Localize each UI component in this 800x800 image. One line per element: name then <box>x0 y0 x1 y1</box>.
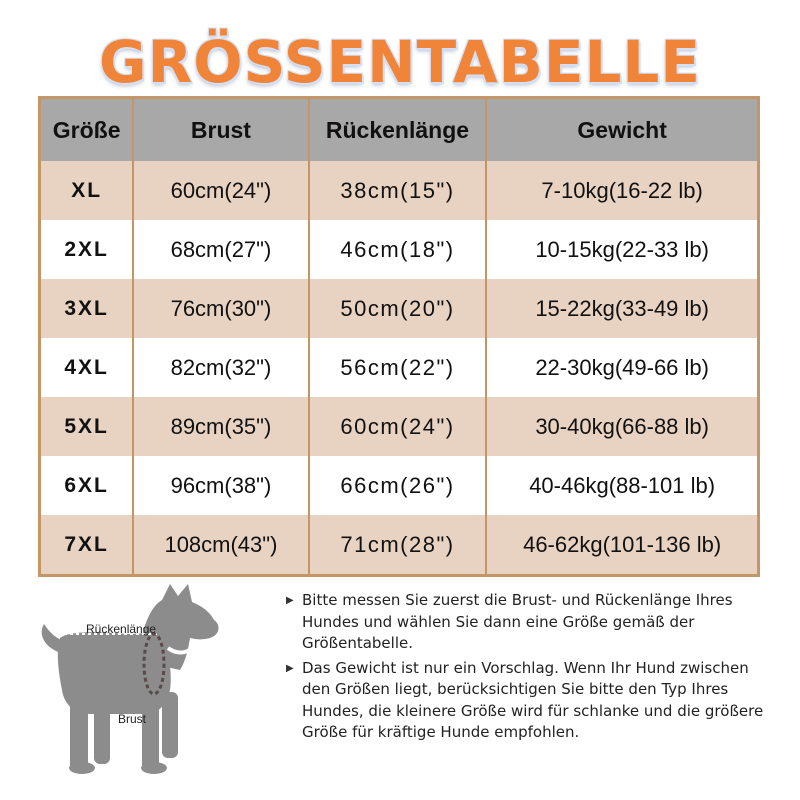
cell-chest: 82cm(32") <box>133 338 308 397</box>
cell-weight: 40-46kg(88-101 lb) <box>486 456 758 515</box>
triangle-bullet-icon: ▶ <box>286 595 294 606</box>
table-row <box>40 279 759 338</box>
cell-chest: 68cm(27") <box>133 220 308 279</box>
cell-back-length: 71cm(28") <box>309 515 487 576</box>
cell-weight: 30-40kg(66-88 lb) <box>486 397 758 456</box>
chest-label: Brust <box>118 712 147 726</box>
cell-chest: 108cm(43") <box>133 515 308 576</box>
table-row <box>40 220 759 279</box>
cell-weight: 22-30kg(49-66 lb) <box>486 338 758 397</box>
header-weight: Gewicht <box>486 98 758 162</box>
instruction-text: Bitte messen Sie zuerst die Brust- und Rückenlänge Ihres Hundes und wählen Sie dann eine Größe gemäß der Größentabelle. <box>302 591 733 652</box>
table-header-row <box>40 98 759 162</box>
page-title: GRÖSSENTABELLE <box>99 28 701 96</box>
cell-chest: 60cm(24") <box>133 161 308 220</box>
cell-back-length: 56cm(22") <box>309 338 487 397</box>
cell-back-length: 46cm(18") <box>309 220 487 279</box>
instruction-item <box>286 590 766 655</box>
cell-size: 6XL <box>40 456 134 515</box>
back-length-label: Rückenlänge <box>86 622 157 636</box>
header-chest: Brust <box>133 98 308 162</box>
cell-weight: 7-10kg(16-22 lb) <box>486 161 758 220</box>
cell-chest: 76cm(30") <box>133 279 308 338</box>
cell-weight: 15-22kg(33-49 lb) <box>486 279 758 338</box>
cell-size: 2XL <box>40 220 134 279</box>
dog-silhouette-icon <box>30 580 270 790</box>
size-table <box>38 96 760 577</box>
instruction-item <box>286 658 766 744</box>
cell-chest: 96cm(38") <box>133 456 308 515</box>
cell-size: 5XL <box>40 397 134 456</box>
cell-weight: 46-62kg(101-136 lb) <box>486 515 758 576</box>
cell-size: 7XL <box>40 515 134 576</box>
instruction-text: Das Gewicht ist nur ein Vorschlag. Wenn Ihr Hund zwischen den Größen liegt, berücksichtigen Sie bitte den Typ Ihres Hundes, die kleinere Größe wird für schlanke und die größere Größe für kräftige Hunde empfohlen. <box>302 658 764 741</box>
cell-weight: 10-15kg(22-33 lb) <box>486 220 758 279</box>
cell-size: 4XL <box>40 338 134 397</box>
header-size: Größe <box>40 98 134 162</box>
table-row <box>40 338 759 397</box>
cell-size: 3XL <box>40 279 134 338</box>
cell-back-length: 50cm(20") <box>309 279 487 338</box>
cell-back-length: 66cm(26") <box>309 456 487 515</box>
table-row <box>40 456 759 515</box>
cell-size: XL <box>40 161 134 220</box>
instructions-list <box>286 590 766 747</box>
cell-chest: 89cm(35") <box>133 397 308 456</box>
cell-back-length: 38cm(15") <box>309 161 487 220</box>
table-row <box>40 161 759 220</box>
triangle-bullet-icon: ▶ <box>286 662 294 674</box>
header-back-length: Rückenlänge <box>309 98 487 162</box>
table-row <box>40 515 759 576</box>
cell-back-length: 60cm(24") <box>309 397 487 456</box>
table-row <box>40 397 759 456</box>
